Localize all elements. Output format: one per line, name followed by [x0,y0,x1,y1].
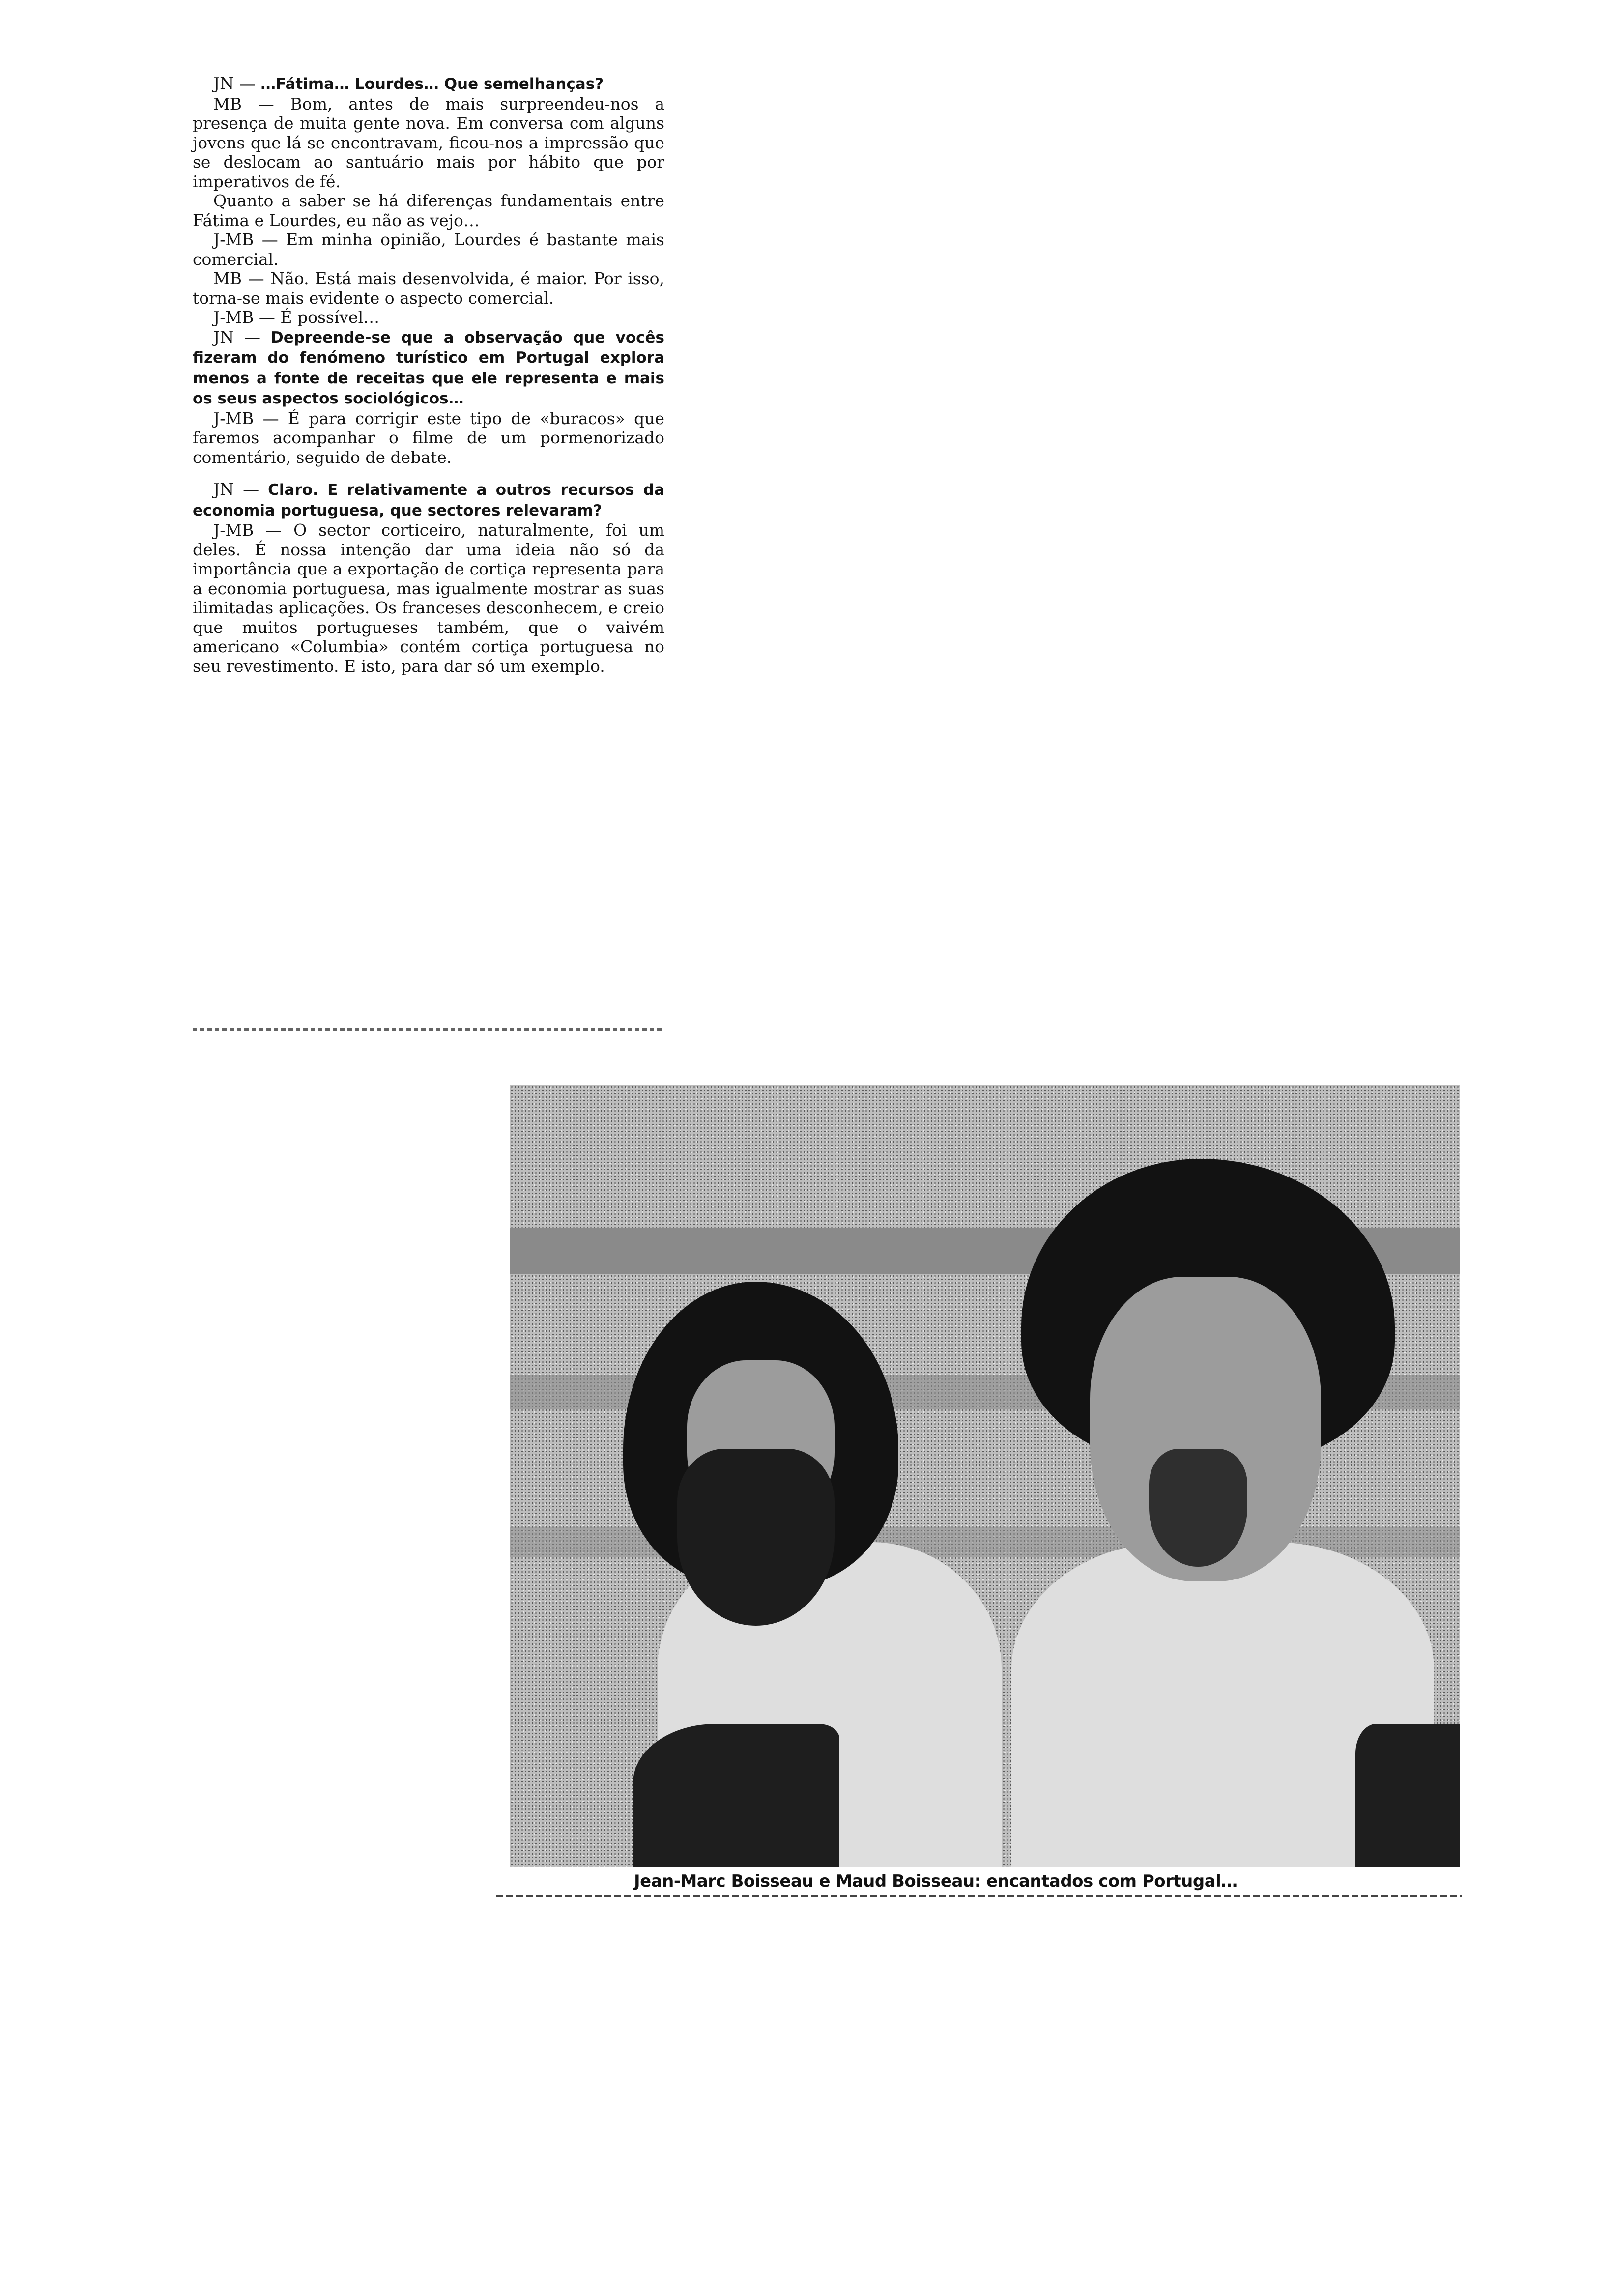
left-person-beard [677,1449,835,1626]
question-text: Depreende-se que a observação que vocês fizeram do fenómeno turístico em Portugal explora menos a fonte de receitas que ele representa e mais os seus aspectos sociológicos… [193,328,664,407]
speaker-tag: MB [213,269,242,288]
interview-paragraph [193,191,664,230]
answer-text: Em minha opinião, Lourdes é bastante mais comercial. [193,230,664,269]
speaker-dash: — [254,308,281,327]
interview-paragraph [193,308,664,327]
speaker-dash: — [242,94,290,114]
speaker-tag: MB [213,94,242,114]
speaker-tag: J-MB [213,408,254,428]
speaker-dash: — [234,327,271,346]
interview-question [193,480,664,520]
question-text: Claro. E relativamente a outros recursos da economia portuguesa, que sectores relevaram? [193,481,664,519]
question-text: …Fátima… Lourdes… Que semelhanças? [260,75,604,93]
interview-paragraph [193,94,664,192]
speaker-tag: J-MB [213,230,254,249]
speaker-tag: J-MB [213,308,254,327]
interview-paragraph [193,269,664,308]
speaker-dash: — [242,269,271,288]
speaker-tag: JN [213,480,234,499]
speaker-dash: — [254,408,288,428]
caption-rule [496,1895,1462,1897]
interview-paragraph [193,230,664,269]
speaker-dash: — [234,74,261,93]
speaker-dash: — [234,480,268,499]
portrait-photo [510,1085,1460,1867]
answer-text: É possível… [280,308,380,327]
interview-paragraph [193,520,664,676]
interview-question [193,74,664,94]
left-person-arm-shadow [633,1724,839,1867]
photo-caption: Jean-Marc Boisseau e Maud Boisseau: encantados com Portugal… [634,1871,1238,1891]
right-person-mouth-shadow [1149,1449,1247,1567]
speaker-tag: J-MB [213,520,254,540]
speaker-tag: JN [213,74,234,93]
speaker-tag: JN [213,327,234,346]
interview-paragraph [193,409,664,467]
answer-text: É para corrigir este tipo de «buracos» que faremos acompanhar o filme de um pormenorizado comentário, seguido de debate. [193,408,664,467]
right-person-sleeve [1355,1724,1460,1867]
speaker-dash: — [254,520,294,540]
interview-text-column [193,74,664,676]
interview-question [193,327,664,409]
answer-text: O sector corticeiro, naturalmente, foi um deles. É nossa intenção dar uma ideia não só da importância que a exportação de cortiça representa para a economia portuguesa, mas igualmente mostrar as suas ilimitadas aplicações. Os franceses desconhecem, e creio que muitos portugueses também, que o vaivém americano «Columbia» contém cortiça portuguesa no seu revestimento. E isto, para dar só um exemplo. [193,520,664,676]
answer-text: Bom, antes de mais surpreendeu-nos a presença de muita gente nova. Em conversa com alguns jovens que lá se encontravam, ficou-nos a impressão que se deslocam ao santuário mais por hábito que por imperativos de fé. [193,94,665,191]
speaker-dash: — [254,230,287,249]
answer-text: Não. Está mais desenvolvida, é maior. Por isso, torna-se mais evidente o aspecto comercial. [193,269,664,308]
column-bottom-rule [193,1028,662,1031]
answer-text: Quanto a saber se há diferenças fundamentais entre Fátima e Lourdes, eu não as vejo… [193,191,664,230]
